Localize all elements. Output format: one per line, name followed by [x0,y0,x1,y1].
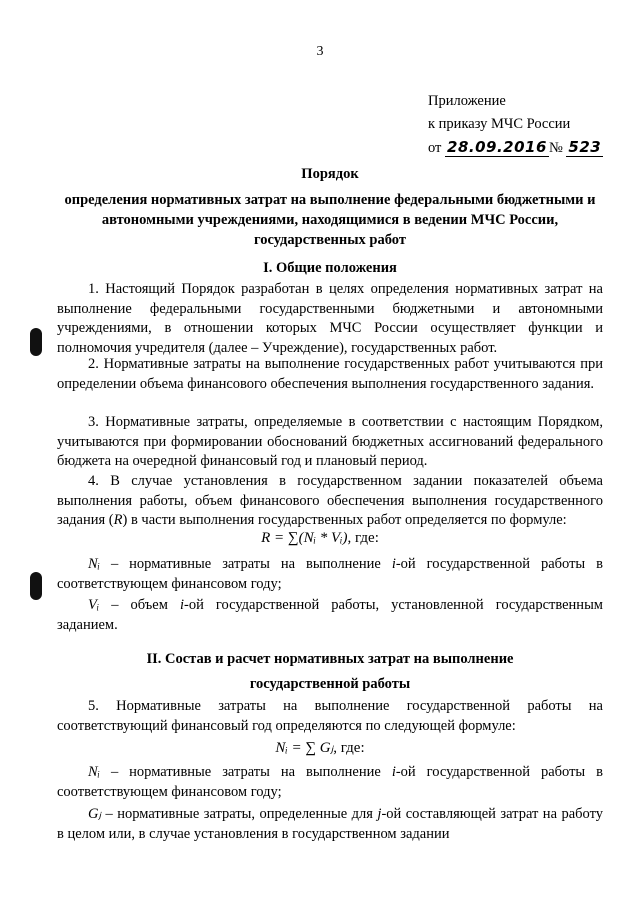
paragraph-5: 5. Нормативные затраты на выполнение государственной работы на соответствующий финансовый год определяются по следующей формуле: [57,698,603,734]
index-j: j [377,806,382,822]
paragraph-4-end: ) в части выполнения государственных работ определяется по формуле: [122,512,567,528]
definition-ni-2 [57,763,603,802]
punch-hole-bottom [30,572,42,600]
appendix-from: от [428,140,442,156]
formula-1 [0,530,640,547]
def-vi-text-a: – объем [99,597,180,613]
definition-vi [57,596,603,635]
definition-gj [57,805,603,844]
formula-2 [0,738,640,757]
paragraph-4 [57,472,603,531]
symbol-ni: Nᵢ [88,764,100,780]
section2-heading-line1: II. Состав и расчет нормативных затрат на выполнение [146,651,514,667]
symbol-gj: Gⱼ [88,806,102,822]
symbol-vi: Vᵢ [88,597,100,613]
var-r: R [113,512,123,528]
paragraph-4-start: 4. В случае установления в государственном задании показателей объема выполнения работы, объем финансового обеспечения выполнения государственного задания ( [57,473,603,528]
appendix-order: к приказу МЧС России [428,116,571,132]
paragraph-2: 2. Нормативные затраты на выполнение государственных работ учитываются при определении объема финансового обеспечения выполнения государственного задания. [57,356,603,392]
definition-ni [57,555,603,594]
appendix-date-line [428,138,603,157]
index-i: i [391,556,396,572]
def-gj-text-b: -ой составляющей затрат на работу в целом или, в случае установления в государственном задании [57,806,603,842]
formula-1-suffix: , где: [347,530,379,546]
handwritten-number: 523 [568,138,602,156]
document-title: Порядок [301,166,359,182]
section1-heading: I. Общие положения [263,260,397,276]
def-vi-text-b: -ой государственной работы, установленной государственным заданием. [57,597,603,633]
formula-2-expression: Nᵢ = ∑ Gⱼ [275,740,334,756]
punch-hole-top [30,328,42,356]
def-ni2-text-a: – нормативные затраты на выполнение [99,764,392,780]
def-gj-text-a: – нормативные затраты, определенные для [101,806,378,822]
paragraph-3: 3. Нормативные затраты, определяемые в соответствии с настоящим Порядком, учитываются при формировании обоснований бюджетных ассигнований федерального бюджета на очередной финансовый год и плановый период. [57,414,603,469]
symbol-ni: Nᵢ [88,556,100,572]
def-ni2-text-b: -ой государственной работы в соответствующем финансовом году; [57,764,603,800]
formula-2-suffix: , где: [333,740,365,756]
document-subtitle: определения нормативных затрат на выполнение федеральными бюджетными и автономными учреждениями, находящимися в ведении МЧС России, государственных работ [64,192,596,248]
index-i: i [391,764,396,780]
page-number: 3 [316,44,324,59]
appendix-label: Приложение [428,93,506,109]
index-i: i [179,597,184,613]
paragraph-1: 1. Настоящий Порядок разработан в целях определения нормативных затрат на выполнение федеральными государственными бюджетными и автономными учреждениями, в отношении которых МЧС России осуществляет функции и полномочия учредителя (далее – Учреждение), государственных работ. [57,281,603,356]
def-ni-text-b: -ой государственной работы в соответствующем финансовом году; [57,556,603,592]
section2-heading-line2: государственной работы [249,676,411,692]
appendix-number-sign: № [548,140,563,156]
handwritten-date: 28.09.2016 [447,138,547,156]
formula-1-expression: R = ∑(Nᵢ * Vᵢ) [261,530,348,546]
def-ni-text-a: – нормативные затраты на выполнение [99,556,392,572]
